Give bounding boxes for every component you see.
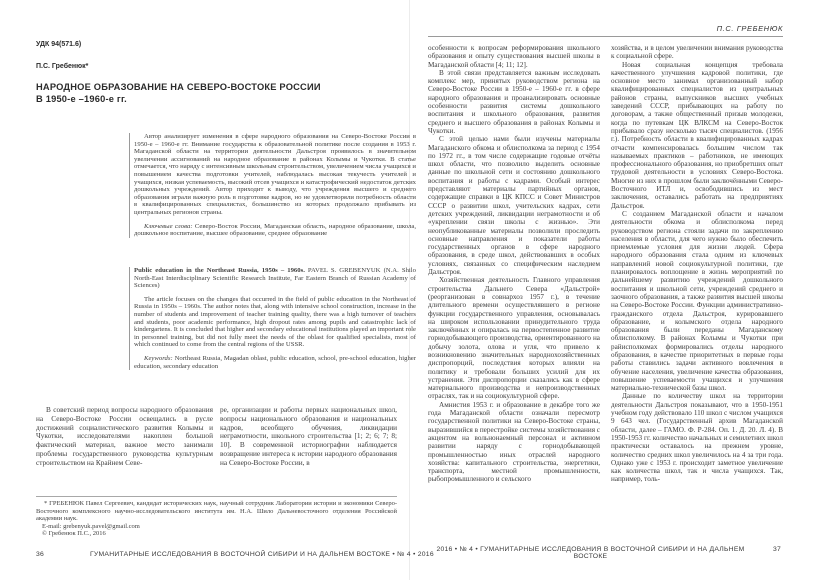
journal-footer-right-row (428, 546, 783, 560)
keywords-english (134, 355, 416, 370)
abstract-english-text: The article focuses on the changes that occurred in the field of public education in the Northeast of Russia in 1950s – 1960s. The author notes that, along with intensive school construction, increase in the number of students and improvement of teacher training quality, there was a high turnover of teachers and students, poor academic performance, high dropout rates among pupils and catastrophic lack of kindergartens. It is concluded that higher and secondary educational institutions played an important role in personnel training, but did not fully meet the needs of the oblast for qualified specialists, most of which continued to come from the central regions of the USSR. (134, 295, 416, 349)
abstract-english-title: Public education in the Northeast Russia, 1950s – 1960s. (134, 267, 305, 274)
keywords-english-list: Northeast Russia, Magadan oblast, public education, school, pre-school education, higher education, secondary education (134, 354, 416, 370)
footnote-copyright: © Гребенюк П.С., 2016 (42, 530, 106, 538)
body-paragraph: особенности к вопросам реформирования школьного образования и опыту существования высшей школы в Магаданской области [4; 11; 12]. (428, 44, 600, 69)
journal-footer-right: 2016 • № 4 • ГУМАНИТАРНЫЕ ИССЛЕДОВАНИЯ В ВОСТОЧНОЙ СИБИРИ И НА ДАЛЬНЕМ ВОСТОКЕ (436, 546, 745, 560)
footnote-separator-rule (36, 496, 397, 497)
keywords-russian (134, 223, 416, 238)
abstract-english-block (129, 267, 416, 370)
article-author: П.С. Гребенюк* (36, 63, 89, 70)
footnote-email: E-mail: grebenyuk.pavel@gmail.com (42, 522, 140, 530)
body-paragraph: Амнистия 1953 г. и образование в декабре того же года Магаданской области означали пересмотр государственной политики на Северо-Востоке страны, выразившийся в перестройке системы хозяйствования с акцентом на вольнонаемный персонал и активном развитии наряду с горнодобывающей промышленностью иных отраслей народного хозяйства: капитального строительства, энергетики, транспорта, местной промышленности, рыбопромышленного и сельского (428, 400, 600, 484)
journal-footer-left: ГУМАНИТАРНЫЕ ИССЛЕДОВАНИЯ В ВОСТОЧНОЙ СИБИРИ И НА ДАЛЬНЕМ ВОСТОКЕ • № 4 • 2016 (90, 551, 434, 558)
body-paragraph: В советский период вопросы народного образования на Северо-Востоке России освещались в русле достижений социалистического развития Колымы и Чукотки, исследователями накоплен большой фактический материал, важное место занимали проблемы государственного руководства культурным строительством на Крайнем Севе- (36, 405, 213, 467)
running-head: П.С. ГРЕБЕНЮК (716, 24, 783, 33)
page36-column-2 (220, 406, 397, 467)
page36-column-1 (36, 406, 213, 467)
page-number-right: 37 (772, 546, 781, 553)
author-footnote (36, 500, 397, 538)
abstract-russian-block (129, 133, 416, 238)
keywords-russian-label: Ключевые слова: (144, 222, 193, 230)
abstract-english-heading (134, 267, 416, 290)
body-paragraph: Данные по количеству школ на территории деятельности Дальстроя показывают, что в 1950-1951 учебном году действовало 110 школ с числом учащихся 9 643 чел. (Государственный архив Магаданской области, далее – ГАМО. Ф. Р-284. Оп. 1. Д. 20. Л. 4). В 1950-1953 гг. количество начальных и семилетних школ практически оставалось на прежнем уровне, количество средних школ увеличилось на 4 за три года. Однако уже с 1953 г. происходит заметное увеличение как количества школ, так и числа учащихся. Так, например, толь- (611, 392, 783, 484)
page-number-left: 36 (36, 551, 45, 558)
abstract-english-author: PAVEL S. GREBENYUK (N.A. Shilo North-East Interdisciplinary Scientific Research Institute, Far Eastern Branch of Russian Academy of Sciences) (134, 267, 416, 290)
page37-column-2 (611, 44, 783, 544)
body-paragraph: ре, организации и работы первых национальных школ, вопросы национального образования и национальных кадров, всеобщего обучения, ликвидации неграмотности, школьного строительства [1; 2; 6; 7; 8; 10]. В современной историографии наблюдается возвращение интереса к истории народного образования на Северо-Востоке России, в (220, 405, 397, 467)
body-paragraph: С этой целью нами были изучены материалы Магаданского обкома и облисполкома за период с 1954 по 1972 гг., в том числе содержащие годовые отчёты школ области, что позволило выделить основные данные по школьной сети и состоянию дошкольного воспитания и работы с кадрами. Особый интерес представляют материалы партийных органов, содержащие справки в ЦК КПСС и Совет Министров СССР о развитии школ, учительских кадрах, сети детских учреждений, ликвидации неграмотности и об «укреплении связи школы с жизнью». Эти неопубликованные материалы позволили проследить основные направления и показатели работы государственных органов в сфере народного образования, в среде школ, действовавших в особых условиях, связанных со специфическим наследием Дальстроя. (428, 135, 600, 277)
page37-column-1 (428, 44, 600, 544)
body-paragraph: Новая социальная концепция требовала качественного улучшения кадровой политики, где основное место занимал организованный набор квалифицированных специалистов из центральных районов страны, выпускников высших учебных заведений СССР, прибывающих на работу по договорам, а также общественный призыв молодежи, когда по путевкам ЦК ВЛКСМ на Северо-Восток прибывало сразу несколько тысяч специалистов. (1956 г.). Потребность области в квалифицированных кадрах отчасти компенсировалась большим числом так называемых практиков – работников, не имеющих профессионального образования, но приобретших опыт трудовой деятельности в условиях Северо-Востока. Многие из них в прошлом были заключёнными Северо-Восточного ИТЛ и, освободившись из мест заключения, оставались работать на предприятиях Дальстроя. (611, 60, 783, 210)
body-paragraph: Хозяйственная деятельность Главного управления строительства Дальнего Севера «Дальстрой» (реорганизован в совнархоз 1957 г.), в течение длительного времени осуществлявшего в регионе функции государственного управления, основывалась на широком использовании принудительного труда заключённых и опиралась на первостепенное развитие горнодобывающего производства, ориентированного на добычу золота, олова и угля, что привело к возникновению значительных народнохозяйственных диспропорций, последствия которых влияли на политику и требовали больших усилий для их устранения. Эти диспропорции сказались как в сфере материального производства и непроизводственных отраслях, так и на социокультурной сфере. (428, 276, 600, 401)
abstract-russian-text: Автор анализирует изменения в сфере народного образования на Северо-Востоке России в 1950-е – 1960-е гг. Внимание государства к образовательной политике после создания в 1953 г. Магаданской области на территории деятельности Дальстроя проявилось в значительном увеличении ассигнований на народное образование в районах Колымы и Чукотки. В статье отмечается, что наряду с интенсивным школьным строительством, увеличением числа учащихся и повышением качества подготовки учителей, наблюдалась высокая текучесть учителей и учащихся, низкая успеваемость, высокий отсев учащихся и катастрофический недостаток детских дошкольных учреждений. Автор приходит к выводу, что учреждения высшего и среднего образования играли важную роль в подготовке кадров, но не удовлетворяли потребность области в квалифицированных специалистах, большинство из которых продолжало прибывать из центральных регионов страны. (134, 133, 416, 216)
body-paragraph: В этой связи представляется важным исследовать комплекс мер, принятых руководством региона на Северо-Востоке России в 1950-е – 1960-е гг. в сфере народного образования и проанализировать основные особенности развития системы дошкольного воспитания и школьного образования, развития среднего и высшего образования в районах Колымы и Чукотки. (428, 68, 600, 135)
footnote-bio: * ГРЕБЕНЮК Павел Сергеевич, кандидат исторических наук, научный сотрудник Лаборатории истории и экономики Северо-Восточного комплексного научно-исследовательского института им. Н.А. Шило Дальневосточного отделения Российской академии наук. (36, 500, 397, 523)
article-title-line2: В 1950-е –1960-е гг. (36, 93, 127, 104)
article-title (36, 82, 356, 105)
article-title-line1: НАРОДНОЕ ОБРАЗОВАНИЕ НА СЕВЕРО-ВОСТОКЕ РОССИИ (36, 82, 321, 92)
running-head-rule (428, 36, 783, 37)
keywords-english-label: Keywords: (144, 354, 173, 362)
udc-code: УДК 94(571.6) (36, 41, 82, 48)
body-paragraph: хозяйства, и в целом увеличении внимания руководства к социальной сфере. (611, 44, 783, 61)
keywords-russian-list: Северо-Восток России, Магаданская область, народное образование, школа, дошкольное воспитание, высшее образование, среднее образование (134, 222, 416, 238)
body-paragraph: С созданием Магаданской области и началом деятельности обкома и облисполкома перед руководством региона стояли задачи по закреплению населения в области, для чего нужно было обеспечить приемлемые условия для жизни людей. Сфера народного образования стала одним из ключевых направлений новой социокультурной политики, где планировалось воплощение в жизнь мероприятий по дальнейшему развитию учреждений дошкольного воспитания и школьной сети, учреждений среднего и заочного образования, а также развития высшей школы на Северо-Востоке России. Функции административно-гражданского отдела Дальстроя, курировавшего образование, и колымского отдела народного образования были переданы Магаданскому облисполкому. В районах Колымы и Чукотки при райисполкомах формировались отделы народного образования, в качестве приоритетных в первые годы работы ставились задачи активного вовлечения в обучение населения, увеличение качества образования, повышение успеваемости учащихся и улучшения материально-технической базы школ. (611, 209, 783, 393)
